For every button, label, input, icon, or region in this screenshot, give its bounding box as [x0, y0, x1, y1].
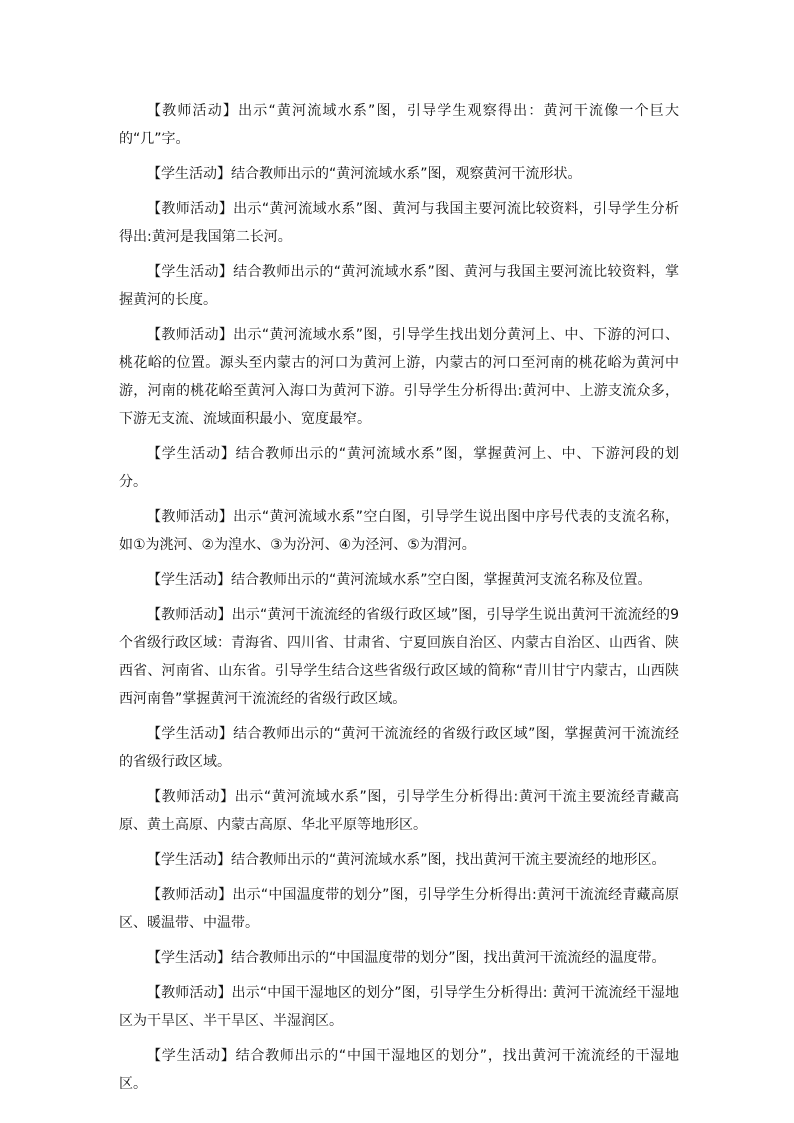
paragraph-teacher-activity: 【教师活动】出示“黄河流域水系”图、黄河与我国主要河流比较资料，引导学生分析得出:黄河是我国第二长河。 [119, 201, 679, 245]
paragraph-student-activity: 【学生活动】结合教师出示的“黄河流域水系”空白图，掌握黄河支流名称及位置。 [147, 572, 652, 588]
paragraph-teacher-activity: 【教师活动】出示“黄河干流流经的省级行政区域”图，引导学生说出黄河干流流经的9个省级行政区域：青海省、四川省、甘肃省、宁夏回族自治区、内蒙古自治区、山西省、陕西省、河南省、山东省。引导学生结合这些省级行政区域的简称“青川甘宁内蒙古，山西陕西河南鲁”掌握黄河干流流经的省级行政区域。 [119, 607, 679, 707]
paragraph-student-activity: 【学生活动】结合教师出示的“中国温度带的划分”图，找出黄河干流流经的温度带。 [147, 950, 666, 966]
paragraph-teacher-activity: 【教师活动】出示“黄河流域水系”图，引导学生观察得出：黄河干流像一个巨大的“几”字。 [119, 103, 679, 147]
paragraph-teacher-activity: 【教师活动】出示“黄河流域水系”图，引导学生分析得出:黄河干流主要流经青藏高原、黄土高原、内蒙古高原、华北平原等地形区。 [119, 789, 679, 833]
paragraph-student-activity: 【学生活动】结合教师出示的“黄河流域水系”图，掌握黄河上、中、下游河段的划分。 [119, 446, 679, 490]
paragraph-student-activity: 【学生活动】结合教师出示的“黄河干流流经的省级行政区域”图，掌握黄河干流流经的省级行政区域。 [119, 726, 679, 770]
paragraph-student-activity: 【学生活动】结合教师出示的“中国干湿地区的划分”，找出黄河干流流经的干湿地区。 [119, 1048, 679, 1092]
paragraph-teacher-activity: 【教师活动】出示“黄河流域水系”图，引导学生找出划分黄河上、中、下游的河口、桃花峪的位置。源头至内蒙古的河口为黄河上游，内蒙古的河口至河南的桃花峪为黄河中游，河南的桃花峪至黄河入海口为黄河下游。引导学生分析得出:黄河中、上游支流众多，下游无支流、流域面积最小、宽度最窄。 [119, 327, 679, 427]
paragraph-student-activity: 【学生活动】结合教师出示的“黄河流域水系”图，找出黄河干流主要流经的地形区。 [147, 852, 666, 868]
paragraph-student-activity: 【学生活动】结合教师出示的“黄河流域水系”图，观察黄河干流形状。 [147, 166, 582, 182]
paragraph-teacher-activity: 【教师活动】出示“中国干湿地区的划分”图，引导学生分析得出: 黄河干流流经干湿地区为干旱区、半干旱区、半湿润区。 [119, 985, 679, 1029]
paragraph-student-activity: 【学生活动】结合教师出示的“黄河流域水系”图、黄河与我国主要河流比较资料，掌握黄河的长度。 [119, 264, 679, 308]
paragraph-teacher-activity: 【教师活动】出示“中国温度带的划分”图，引导学生分析得出:黄河干流流经青藏高原区、暖温带、中温带。 [119, 887, 679, 931]
paragraph-teacher-activity: 【教师活动】出示“黄河流域水系”空白图，引导学生说出图中序号代表的支流名称，如①为洮河、②为湟水、③为汾河、④为泾河、⑤为渭河。 [119, 509, 679, 553]
lesson-body [119, 97, 679, 1105]
